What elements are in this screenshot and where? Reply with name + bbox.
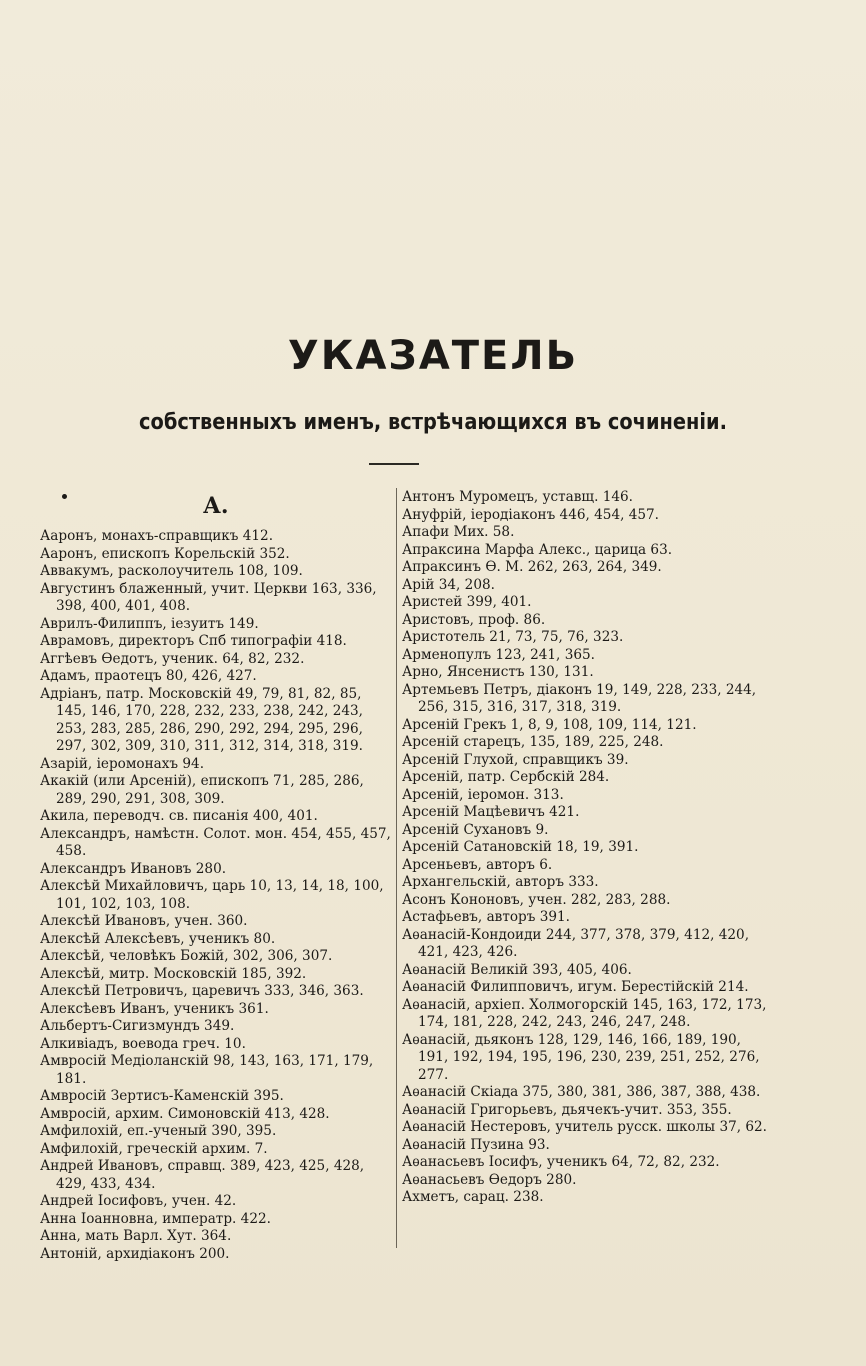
index-entry: Аѳанасій Нестеровъ, учитель русск. школы 37, 62. xyxy=(402,1119,768,1135)
index-entry: Анна, мать Варл. Хут. 364. xyxy=(40,1228,232,1244)
index-entry: Антоній, архидіаконъ 200. xyxy=(40,1245,230,1262)
index-entry: Акила, переводч. св. писанія 400, 401. xyxy=(40,808,318,824)
index-entry: Амфилохій, еп.-ученый 390, 395. xyxy=(40,1123,277,1139)
index-entry: Апафи Мих. 58. xyxy=(402,524,515,540)
index-entry: Аристотель 21, 73, 75, 76, 323. xyxy=(402,629,624,645)
index-entry: Алексѣй, человѣкъ Божій, 302, 306, 307. xyxy=(40,948,333,964)
column-divider xyxy=(396,488,397,1248)
index-entry: Аѳанасій Филипповичъ, игум. Берестійскій 214. xyxy=(402,979,749,995)
index-entry: Арсеній, патр. Сербскій 284. xyxy=(402,769,610,785)
index-entry: Арно, Янсенистъ 130, 131. xyxy=(402,664,594,680)
index-entry: Амвросій Зертисъ-Каменскій 395. xyxy=(40,1088,284,1104)
index-entry: Азарій, іеромонахъ 94. xyxy=(40,755,205,772)
index-entry: Алексѣй Михайловичъ, царь 10, 13, 14, 18, 100, 101, 102, 103, 108. xyxy=(40,878,388,912)
index-entry: Асонъ Кононовъ, учен. 282, 283, 288. xyxy=(402,891,671,908)
section-letter: А. xyxy=(203,493,229,519)
index-entry: Ааронъ, епископъ Корельскій 352. xyxy=(40,545,290,562)
index-entry: Альбертъ-Сигизмундъ 349. xyxy=(40,1018,235,1034)
index-entry: Аѳанасій-Кондоиди 244, 377, 378, 379, 412, 420, 421, 423, 426. xyxy=(402,926,754,960)
index-entry: Ааронъ, монахъ-справщикъ 412. xyxy=(40,528,274,544)
index-entry: Антонъ Муромецъ, уставщ. 146. xyxy=(402,489,633,505)
index-entry: Аристей 399, 401. xyxy=(402,594,532,610)
index-entry: Аѳанасій, архіеп. Холмогорскій 145, 163, 172, 173, 174, 181, 228, 242, 243, 246, 247, 248. xyxy=(402,996,771,1030)
index-entry: Акакій (или Арсеній), епископъ 71, 285, 286, 289, 290, 291, 308, 309. xyxy=(40,773,369,807)
index-entry: Арсеній Сатановскій 18, 19, 391. xyxy=(402,839,639,855)
index-entry: Аѳанасій Пузина 93. xyxy=(402,1136,550,1153)
index-entry: Адамъ, праотецъ 80, 426, 427. xyxy=(40,668,257,684)
index-entry: Алексѣевъ Иванъ, ученикъ 361. xyxy=(40,1000,269,1017)
title-rule xyxy=(369,463,419,465)
index-entry: Алкивіадъ, воевода греч. 10. xyxy=(40,1035,246,1052)
index-entry: Артемьевъ Петръ, діаконъ 19, 149, 228, 233, 244, 256, 315, 316, 317, 318, 319. xyxy=(402,681,761,715)
index-entry: Астафьевъ, авторъ 391. xyxy=(402,909,570,925)
index-entry: Амвросій, архим. Симоновскій 413, 428. xyxy=(40,1105,330,1122)
index-entry: Аѳанасьевъ Іосифъ, ученикъ 64, 72, 82, 232. xyxy=(402,1154,720,1170)
index-entry: Андрей Іосифовъ, учен. 42. xyxy=(40,1193,237,1209)
index-entry: Аггѣевъ Ѳедотъ, ученик. 64, 82, 232. xyxy=(40,650,305,667)
page-subtitle: собственныхъ именъ, встрѣчающихся въ сочиненіи. xyxy=(139,410,727,435)
index-entry: Алексѣй Алексѣевъ, ученикъ 80. xyxy=(40,930,276,947)
index-entry: Амфилохій, греческій архим. 7. xyxy=(40,1140,268,1157)
index-entry: Арсеній Глухой, справщикъ 39. xyxy=(402,751,629,768)
index-entry: Арсеній, іеромон. 313. xyxy=(402,786,564,803)
index-entry: Алексѣй Ивановъ, учен. 360. xyxy=(40,913,248,929)
index-entry: Аристовъ, проф. 86. xyxy=(402,611,546,628)
index-entry: Аѳанасій, дьяконъ 128, 129, 146, 166, 189, 190, 191, 192, 194, 195, 196, 230, 239, 251, 252, 276, 277. xyxy=(402,1031,764,1083)
ink-dot xyxy=(62,494,67,499)
index-entry: Аврамовъ, директоръ Спб типографіи 418. xyxy=(40,633,347,649)
index-entry: Аѳанасій Скіада 375, 380, 381, 386, 387, 388, 438. xyxy=(402,1084,761,1100)
index-entry: Арсеній Сухановъ 9. xyxy=(402,821,549,838)
index-entry: Арсеньевъ, авторъ 6. xyxy=(402,856,553,873)
index-entry: Амвросій Медіоланскій 98, 143, 163, 171, 179, 181. xyxy=(40,1053,378,1087)
page-title: УКАЗАТЕЛЬ xyxy=(287,333,579,379)
index-entry: Анна Іоанновна, императр. 422. xyxy=(40,1210,271,1227)
index-entry: Аврилъ-Филиппъ, іезуитъ 149. xyxy=(40,615,259,632)
index-entry: Апраксина Марфа Алекс., царица 63. xyxy=(402,541,673,558)
index-entry: Апраксинъ Ѳ. М. 262, 263, 264, 349. xyxy=(402,559,662,575)
index-entry: Арсеній Грекъ 1, 8, 9, 108, 109, 114, 121. xyxy=(402,716,697,733)
index-entry: Арменопулъ 123, 241, 365. xyxy=(402,646,595,663)
index-entry: Алексѣй, митр. Московскій 185, 392. xyxy=(40,965,307,982)
index-entry: Аѳанасій Григорьевъ, дьячекъ-учит. 353, 355. xyxy=(402,1101,732,1118)
index-entry: Арсеній старецъ, 135, 189, 225, 248. xyxy=(402,734,664,750)
index-column-left xyxy=(40,528,396,1263)
index-entry: Арсеній Мацѣевичъ 421. xyxy=(402,804,580,820)
index-entry: Александръ, намѣстн. Солот. мон. 454, 455, 457, 458. xyxy=(40,825,396,859)
index-entry: Аѳанасьевъ Ѳедоръ 280. xyxy=(402,1171,577,1188)
index-entry: Ахметъ, сарац. 238. xyxy=(402,1189,544,1205)
index-column-right xyxy=(402,489,772,1207)
index-entry: Аѳанасій Великій 393, 405, 406. xyxy=(402,961,632,978)
index-entry: Алексѣй Петровичъ, царевичъ 333, 346, 363. xyxy=(40,983,364,999)
index-entry: Августинъ блаженный, учит. Церкви 163, 336, 398, 400, 401, 408. xyxy=(40,580,381,614)
index-entry: Ануфрій, іеродіаконъ 446, 454, 457. xyxy=(402,506,660,523)
index-entry: Аввакумъ, расколоучитель 108, 109. xyxy=(40,563,303,579)
index-entry: Адріанъ, патр. Московскій 49, 79, 81, 82, 85, 145, 146, 170, 228, 232, 233, 238, 242, 243, 253, 283, 285, 286, 290, 292, 294, 295, 296, 297, 302, 309, 310, 311, 312, 314, 318, 319. xyxy=(40,685,368,754)
index-entry: Архангельскій, авторъ 333. xyxy=(402,874,599,890)
index-entry: Андрей Ивановъ, справщ. 389, 423, 425, 428, 429, 433, 434. xyxy=(40,1158,369,1192)
index-entry: Александръ Ивановъ 280. xyxy=(40,860,227,877)
index-entry: Арій 34, 208. xyxy=(402,576,495,593)
